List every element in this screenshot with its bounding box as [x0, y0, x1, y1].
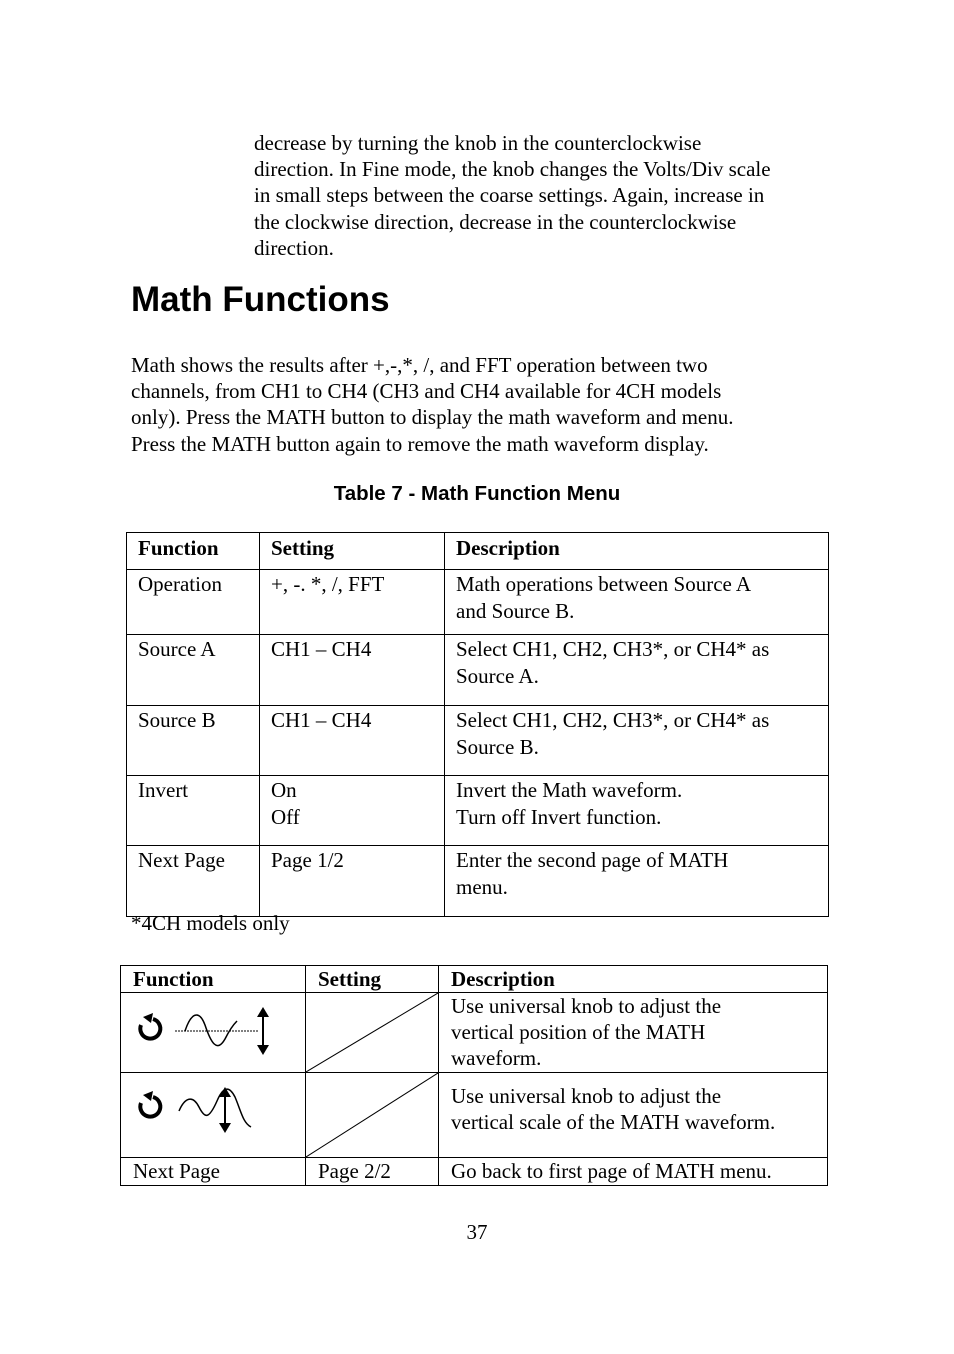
- paragraph-line: channels, from CH1 to CH4 (CH3 and CH4 available for 4CH models: [131, 379, 722, 404]
- setting-line: Off: [271, 804, 300, 829]
- column-header-setting: Setting: [306, 966, 439, 993]
- setting-line: CH1 – CH4: [271, 708, 372, 732]
- description-cell: [445, 846, 829, 917]
- setting-line: +, -. *, /, FFT: [271, 572, 385, 596]
- table-footnote: *4CH models only: [131, 911, 290, 935]
- table-row: [127, 776, 829, 846]
- function-cell: [121, 1073, 306, 1158]
- setting-line: On: [271, 778, 297, 802]
- math-menu-table-page1: [126, 532, 829, 917]
- table-header-row: [121, 966, 828, 993]
- description-line: Use universal knob to adjust the: [451, 1084, 722, 1108]
- column-header-function: Function: [127, 533, 260, 570]
- description-line: Turn off Invert function.: [456, 804, 662, 829]
- description-line: vertical position of the MATH: [451, 1020, 706, 1044]
- table-caption: Table 7 - Math Function Menu: [333, 482, 621, 505]
- diagonal-line: [306, 1073, 438, 1157]
- description-cell: [439, 1073, 828, 1158]
- function-cell: Operation: [127, 570, 260, 635]
- description-cell: [439, 993, 828, 1073]
- function-cell: [121, 993, 306, 1073]
- description-cell: [445, 776, 829, 846]
- knob-vertical-position-icon: [133, 1007, 273, 1057]
- description-line: Enter the second page of MATH: [456, 848, 729, 872]
- setting-cell: [260, 776, 445, 846]
- function-cell: Source B: [127, 706, 260, 776]
- description-line: Math operations between Source A: [456, 572, 752, 596]
- knob-vertical-scale-icon: [133, 1083, 273, 1135]
- paragraph-line: Math shows the results after +,-,*, /, and FFT operation between two: [131, 353, 708, 377]
- setting-line: CH1 – CH4: [271, 637, 372, 661]
- table-row: [121, 993, 828, 1073]
- section-paragraph: [131, 352, 831, 457]
- description-cell: [445, 570, 829, 635]
- setting-cell: [260, 846, 445, 917]
- setting-cell: [260, 635, 445, 706]
- function-cell: Invert: [127, 776, 260, 846]
- description-line: Use universal knob to adjust the: [451, 994, 722, 1018]
- function-cell: Next Page: [121, 1158, 306, 1186]
- description-line: and Source B.: [456, 598, 575, 623]
- intro-paragraph: [254, 130, 834, 261]
- table-row: [121, 1073, 828, 1158]
- column-header-function: Function: [121, 966, 306, 993]
- table-row: [127, 635, 829, 706]
- table-row: [127, 846, 829, 917]
- page-number: 37: [466, 1220, 488, 1244]
- paragraph-line: Press the MATH button again to remove the math waveform display.: [131, 431, 709, 456]
- setting-cell-empty: [306, 1073, 439, 1158]
- function-cell: Next Page: [127, 846, 260, 917]
- description-cell: [445, 635, 829, 706]
- table-row: [127, 706, 829, 776]
- setting-line: Page 1/2: [271, 848, 344, 872]
- table-row: [121, 1158, 828, 1186]
- paragraph-line: only). Press the MATH button to display the math waveform and menu.: [131, 405, 734, 430]
- intro-line: direction.: [254, 235, 334, 260]
- intro-line: the clockwise direction, decrease in the counterclockwise: [254, 209, 737, 234]
- setting-cell: Page 2/2: [306, 1158, 439, 1186]
- description-cell: [445, 706, 829, 776]
- section-heading: Math Functions: [131, 280, 390, 319]
- column-header-description: Description: [445, 533, 829, 570]
- column-header-description: Description: [439, 966, 828, 993]
- description-line: Source B.: [456, 734, 539, 759]
- intro-line: direction. In Fine mode, the knob changes the Volts/Div scale: [254, 157, 771, 182]
- description-line: Source A.: [456, 663, 539, 688]
- setting-cell-empty: [306, 993, 439, 1073]
- setting-cell: [260, 706, 445, 776]
- intro-line: in small steps between the coarse settings. Again, increase in: [254, 183, 765, 208]
- description-line: Select CH1, CH2, CH3*, or CH4* as: [456, 708, 770, 732]
- description-cell: Go back to first page of MATH menu.: [439, 1158, 828, 1186]
- table-row: [127, 570, 829, 635]
- description-line: Select CH1, CH2, CH3*, or CH4* as: [456, 637, 770, 661]
- function-cell: Source A: [127, 635, 260, 706]
- diagonal-line: [306, 993, 438, 1072]
- description-line: waveform.: [451, 1046, 542, 1070]
- table-header-row: [127, 533, 829, 570]
- intro-line: decrease by turning the knob in the counterclockwise: [254, 131, 702, 155]
- description-line: Invert the Math waveform.: [456, 778, 683, 802]
- setting-cell: [260, 570, 445, 635]
- math-menu-table-page2: [120, 965, 828, 1186]
- description-line: vertical scale of the MATH waveform.: [451, 1110, 776, 1134]
- description-line: menu.: [456, 874, 508, 899]
- column-header-setting: Setting: [260, 533, 445, 570]
